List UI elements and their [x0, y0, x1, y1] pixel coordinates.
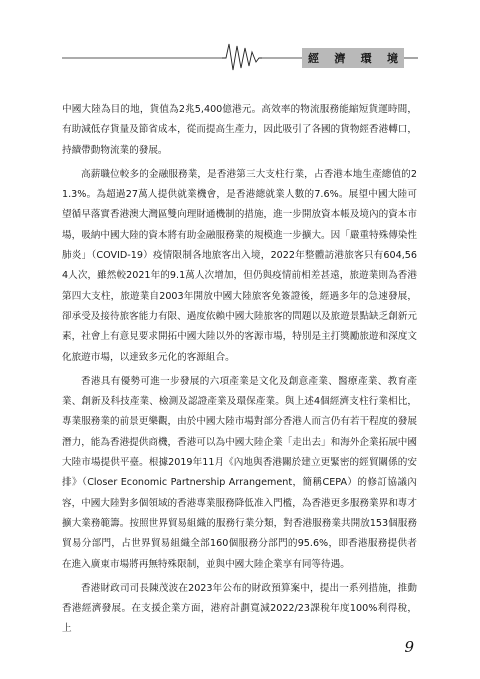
pulse-zigzag-icon — [222, 44, 262, 70]
section-label — [302, 48, 404, 68]
page-header — [0, 0, 480, 90]
section-char-4: 境 — [386, 52, 398, 65]
body-text — [62, 100, 417, 644]
section-char-1: 經 — [308, 52, 319, 65]
paragraph-4: 香港財政司司長陳茂波在2023年公布的財政預算案中，提出一系列措施，推動香港經濟發展。在支援企業方面，港府計劃寬減2022/23課稅年度100%利得稅，上 — [62, 582, 417, 635]
paragraph-1: 中國大陸為目的地，貨值為2兆5,400億港元。高效率的物流服務能縮短貨運時間，有助減低存貨量及節省成本，從而提高生產力，因此吸引了各國的貨物經香港轉口，持續帶動物流業的發展。 — [62, 104, 417, 156]
header-ornament — [0, 0, 480, 90]
section-char-2: 濟 — [334, 52, 346, 65]
paragraph-2: 高薪職位較多的金融服務業，是香港第三大支柱行業，占香港本地生產總值的21.3%。為超過27萬人提供就業機會，是香港總就業人數的7.6%。展望中國大陸可望循早落實香港澳大灣區雙向理財通機制的措施，進一步開放資本帳及境內的資本市場，吸納中國大陸的資本將有助金融服務業的規模進一步擴大。因「嚴重特殊傳染性肺炎」（COVID-19）疫情限制各地旅客出入境，2022年整體訪港旅客只有604,564人次，雖然較2021年的9.1萬人次增加，但仍與疫情前相差甚遠，旅遊業則為香港第四大支柱，旅遊業自2003年開放中國大陸旅客免簽證後，經過多年的急速發展，卻承受及接待旅客能力有限、過度依賴中國大陸旅客的問題以及旅遊景點缺乏創新元素，社會上有意見要求開拓中國大陸以外的客源市場，特別是主打獎勵旅遊和深度文化旅遊市場，以達致多元化的客源組合。 — [62, 168, 417, 363]
page-number: 9 — [404, 638, 414, 656]
section-char-3: 環 — [360, 52, 372, 65]
paragraph-3: 香港具有優勢可進一步發展的六項產業是文化及創意產業、醫療產業、教育產業、創新及科技產業、檢測及認證產業及環保產業。與上述4個經濟支柱行業相比，專業服務業的前景更樂觀，由於中國大陸市場對部分香港人而言仍有若干程度的發展潛力，能為香港提供商機，香港可以為中國大陸企業「走出去」和海外企業拓展中國大陸市場提供平臺。根據2019年11月《內地與香港關於建立更緊密的經貿關係的安排》（Closer Economic Partnership Arrangement，簡稱CEPA）的修訂協議內容，中國大陸對多個領域的香港專業服務降低准入門檻，為香港更多服務業界和專才擴大業務範籌。按照世界貿易組織的服務行業分類，對香港服務業共開放153個服務貿易分部門，占世界貿易組織全部160個服務分部門的95.6%，即香港服務提供者在進入廣東市場將再無特殊限制，並與中國大陸企業享有同等待遇。 — [62, 375, 417, 570]
